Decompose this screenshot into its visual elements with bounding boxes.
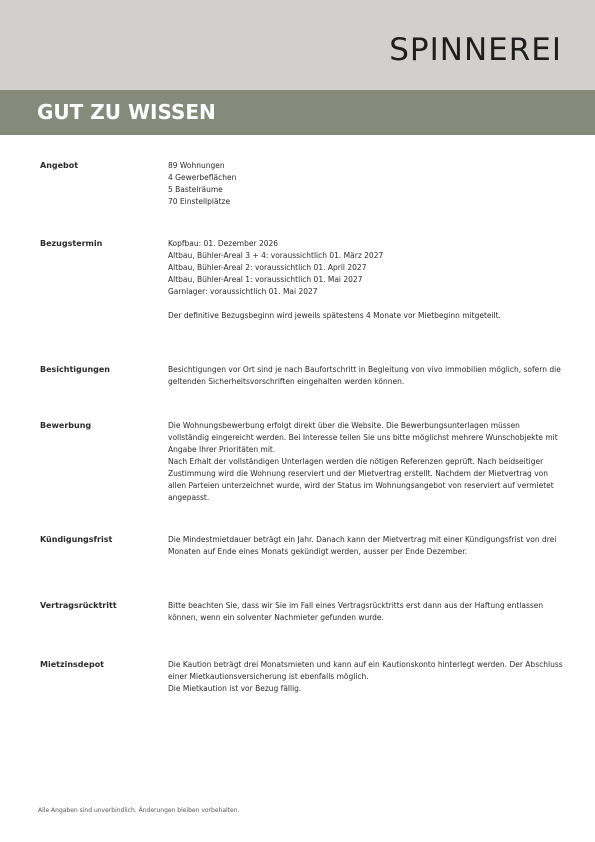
section-label: Bewerbung (40, 421, 92, 430)
section-label: Angebot (40, 161, 79, 170)
paragraph: Nach Erhalt der vollständigen Unterlagen werden die nötigen Referenzen geprüft. Nach beidseitiger Zustimmung wird die Wohnung reserviert und der Mietvertrag erstellt. Nachdem der Mietvertrag von allen Parteien unterzeichnet wurde, wird der Status im Wohnungsangebot von reserviert auf vermietet angepasst. (168, 457, 554, 502)
section-content (168, 659, 563, 695)
paragraph: Die Mietkaution ist vor Bezug fällig. (168, 684, 302, 693)
list-item: 89 Wohnungen (168, 161, 225, 170)
paragraph: Die Mindestmietdauer beträgt ein Jahr. Danach kann der Mietvertrag mit einer Kündigungsfrist von drei Monaten auf Ende eines Monats gekündigt werden, ausser per Ende Dezember. (168, 535, 557, 556)
list-item: Kopfbau: 01. Dezember 2026 (168, 239, 279, 248)
paragraph: Der definitive Bezugsbeginn wird jeweils spätestens 4 Monate vor Mietbeginn mitgeteilt. (168, 311, 501, 320)
footer-disclaimer: Alle Angaben sind unverbindlich. Änderungen bleiben vorbehalten. (38, 807, 240, 814)
list-item: Garnlager: voraussichtlich 01. Mai 2027 (168, 287, 318, 296)
list-item: 70 Einstellplätze (168, 197, 231, 206)
section-content (168, 364, 563, 388)
list-item: Altbau, Bühler-Areal 2: voraussichtlich 01. April 2027 (168, 263, 367, 272)
section-label: Vertragsrücktritt (40, 601, 117, 610)
list-item: 4 Gewerbeflächen (168, 173, 237, 182)
section-content (168, 238, 563, 322)
list-item: 5 Bastelräume (168, 185, 223, 194)
section-content (168, 600, 563, 624)
paragraph: Die Wohnungsbewerbung erfolgt direkt über die Website. Die Bewerbungsunterlagen müssen vollständig eingereicht werden. Bei Interesse teilen Sie uns bitte möglichst mehrere Wunschobjekte mit Angabe Ihrer Prioritäten mit. (168, 421, 558, 454)
section-content (168, 160, 563, 208)
section-label: Kündigungsfrist (40, 535, 113, 544)
paragraph: Besichtigungen vor Ort sind je nach Baufortschritt in Begleitung von vivo immobilien möglich, sofern die geltenden Sicherheitsvorschriften eingehalten werden können. (168, 365, 561, 386)
spinnerei-logo: SPINNEREI (389, 32, 562, 68)
paragraph: Die Kaution beträgt drei Monatsmieten und kann auf ein Kautionskonto hinterlegt werden. Der Abschluss einer Mietkautionsversicherung ist ebenfalls möglich. (168, 660, 563, 681)
section-label: Mietzinsdepot (40, 660, 105, 669)
section-label: Bezugstermin (40, 239, 103, 248)
list-item: Altbau, Bühler-Areal 3 + 4: voraussichtlich 01. März 2027 (168, 251, 384, 260)
page-title: GUT ZU WISSEN (37, 100, 216, 124)
list-item: Altbau, Bühler-Areal 1: voraussichtlich 01. Mai 2027 (168, 275, 363, 284)
title-band (0, 90, 595, 135)
paragraph: Bitte beachten Sie, dass wir Sie im Fall eines Vertragsrücktritts erst dann aus der Haftung entlassen können, wenn ein solventer Nachmieter gefunden wurde. (168, 601, 544, 622)
section-label: Besichtigungen (40, 365, 110, 374)
section-content (168, 420, 563, 504)
section-content (168, 534, 563, 558)
header-band (0, 0, 595, 90)
